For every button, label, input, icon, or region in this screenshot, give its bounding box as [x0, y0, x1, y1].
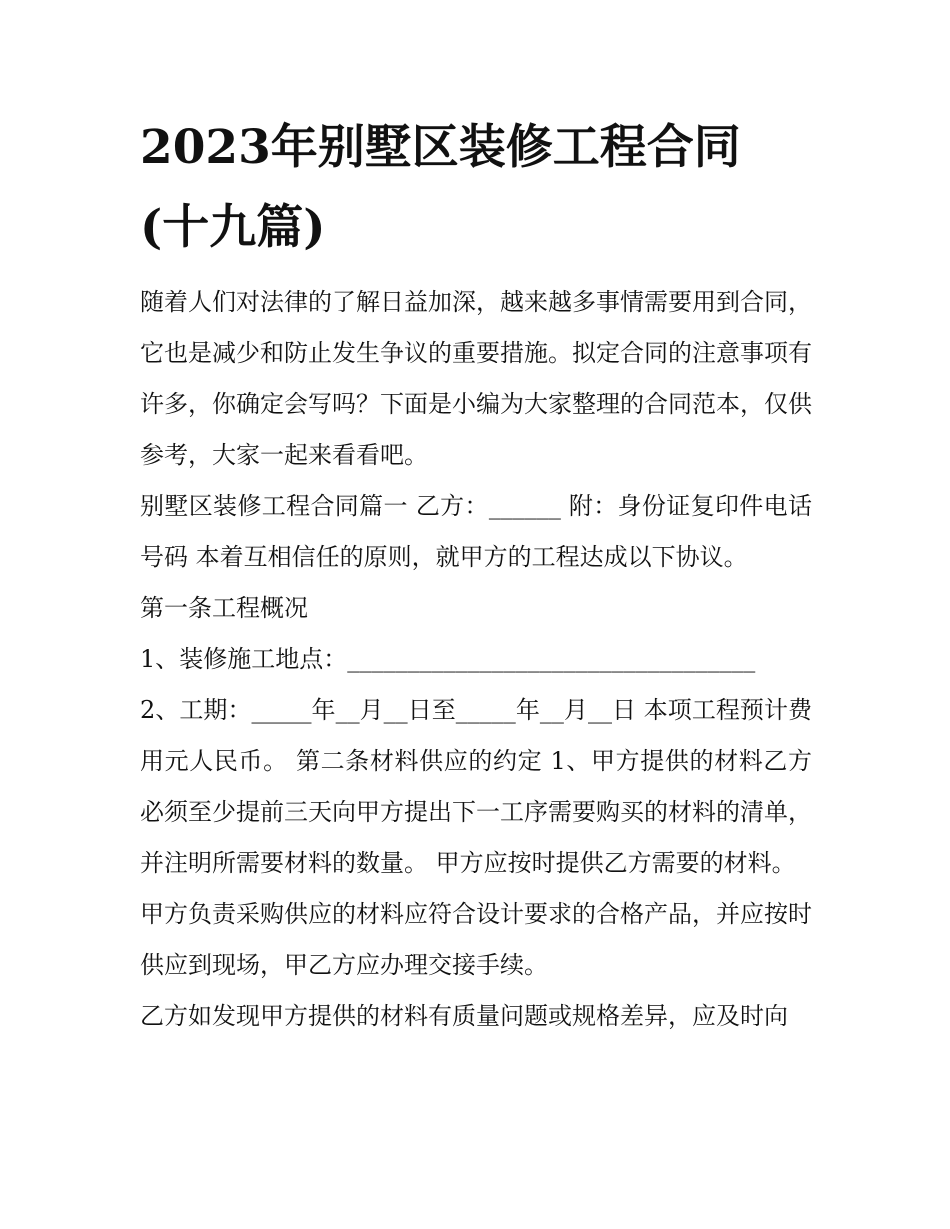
document-body	[140, 277, 812, 1042]
construction-site-line: 1、装修施工地点：__________________________________	[140, 645, 756, 673]
material-quality-paragraph: 乙方如发现甲方提供的材料有质量问题或规格差异，应及时向	[140, 1002, 788, 1030]
contract-header-paragraph: 别墅区装修工程合同篇一 乙方：______ 附：身份证复印件电话号码 本着互相信任的原则，就甲方的工程达成以下协议。	[140, 492, 812, 571]
schedule-and-materials-paragraph: 2、工期：_____年__月__日至_____年__月__日 本项工程预计费用元人民币。 第二条材料供应的约定 1、甲方提供的材料乙方必须至少提前三天向甲方提出下一工序需要购买的材料的清单，并注明所需要材料的数量。 甲方应按时提供乙方需要的材料。	[140, 696, 812, 877]
intro-paragraph: 随着人们对法律的了解日益加深，越来越多事情需要用到合同，它也是减少和防止发生争议的重要措施。拟定合同的注意事项有许多，你确定会写吗？下面是小编为大家整理的合同范本，仅供参考，大家一起来看看吧。	[140, 288, 812, 469]
material-procurement-paragraph: 甲方负责采购供应的材料应符合设计要求的合格产品，并应按时供应到现场，甲乙方应办理交接手续。	[140, 900, 812, 979]
document-title	[140, 108, 820, 268]
title-line-2: (十九篇)	[140, 200, 326, 255]
article-one-heading: 第一条工程概况	[140, 594, 308, 622]
title-line-1: 2023年别墅区装修工程合同	[140, 120, 741, 175]
